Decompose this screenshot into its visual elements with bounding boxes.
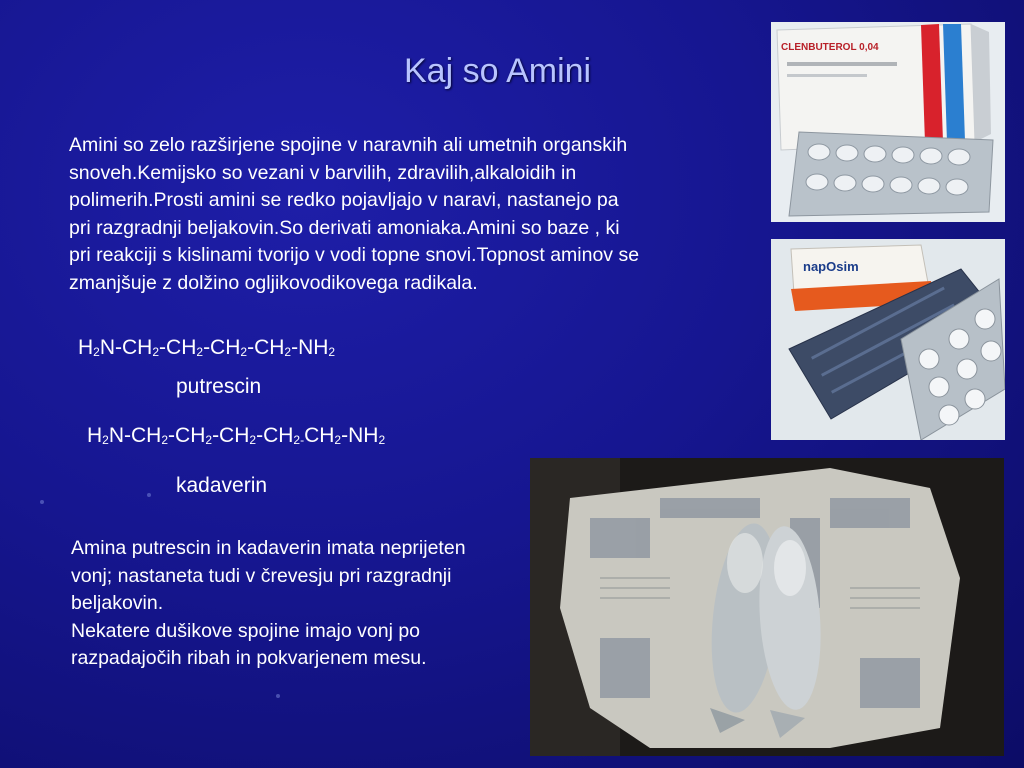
paragraph-line: vonj; nastaneta tudi v črevesju pri razgradnji bbox=[71, 564, 452, 587]
formula-subscript: 2 bbox=[249, 433, 257, 447]
formula-part: N-CH bbox=[108, 424, 162, 447]
formula-subscript: 2 bbox=[161, 433, 169, 447]
formula-part: -NH bbox=[341, 424, 379, 447]
clenbuterol-image bbox=[771, 22, 1005, 222]
formula-subscript: 2 bbox=[378, 433, 386, 447]
paragraph-line: Nekatere dušikove spojine imajo vonj po bbox=[71, 619, 421, 642]
formula-part: -CH bbox=[256, 424, 294, 447]
box1-label: CLENBUTEROL 0,04 bbox=[781, 42, 879, 53]
cadaverine-formula bbox=[87, 424, 385, 448]
decor-dot bbox=[40, 500, 44, 504]
paragraph-line: Amini so zelo razširjene spojine v naravnih ali umetnih organskih bbox=[69, 134, 628, 156]
paragraph-line: snoveh.Kemijsko so vezani v barvilih, zdravilih,alkaloidih in bbox=[69, 161, 577, 184]
formula-part: -CH bbox=[247, 336, 285, 359]
naposim-photo bbox=[771, 239, 1005, 440]
formula-part: -CH bbox=[203, 336, 241, 359]
formula-part: -NH bbox=[291, 336, 329, 359]
formula-subscript: 2- bbox=[293, 433, 305, 447]
paragraph-line: beljakovin. bbox=[71, 592, 164, 614]
cadaverine-label: kadaverin bbox=[176, 474, 268, 497]
putrescine-label: putrescin bbox=[176, 375, 262, 398]
box2-label: napOsim bbox=[803, 259, 859, 274]
decor-dot bbox=[147, 493, 151, 497]
formula-part: H bbox=[78, 336, 94, 359]
formula-subscript: 2 bbox=[240, 345, 248, 359]
paragraph-line: polimerih.Prosti amini se redko pojavljajo v naravi, nastanejo pa bbox=[69, 189, 619, 211]
clenbuterol-photo bbox=[771, 22, 1005, 222]
formula-subscript: 2 bbox=[205, 433, 213, 447]
paragraph-line: zmanjšuje z dolžino ogljikovodikovega radikala. bbox=[69, 271, 478, 294]
putrescine-formula bbox=[78, 336, 335, 360]
paragraph-line: Amina putrescin in kadaverin imata neprijeten bbox=[71, 537, 466, 559]
formula-part: N-CH bbox=[99, 336, 153, 359]
formula-part: -CH bbox=[168, 424, 206, 447]
fish-photo bbox=[530, 458, 1004, 756]
intro-paragraph bbox=[69, 132, 749, 297]
formula-subscript: 2 bbox=[102, 433, 109, 447]
decor-dot bbox=[276, 694, 280, 698]
naposim-image bbox=[771, 239, 1005, 440]
formula-subscript: 2 bbox=[334, 433, 342, 447]
paragraph-line: pri razgradnji beljakovin.So derivati amoniaka.Amini so baze , ki bbox=[69, 216, 620, 239]
formula-part: CH bbox=[304, 424, 335, 447]
paragraph-line: razpadajočih ribah in pokvarjenem mesu. bbox=[71, 647, 427, 669]
paragraph-line: pri reakciji s kislinami tvorijo v vodi topne snovi.Topnost aminov se bbox=[69, 244, 640, 266]
formula-part: -CH bbox=[159, 336, 197, 359]
fish-image bbox=[530, 458, 1004, 756]
formula-subscript: 2 bbox=[196, 345, 204, 359]
formula-subscript: 2 bbox=[284, 345, 292, 359]
formula-part: -CH bbox=[212, 424, 250, 447]
slide-title: Kaj so Amini bbox=[404, 52, 592, 90]
smell-paragraph bbox=[71, 535, 541, 673]
formula-part: H bbox=[87, 424, 103, 447]
formula-subscript: 2 bbox=[328, 345, 336, 359]
formula-subscript: 2 bbox=[152, 345, 160, 359]
formula-subscript: 2 bbox=[93, 345, 100, 359]
